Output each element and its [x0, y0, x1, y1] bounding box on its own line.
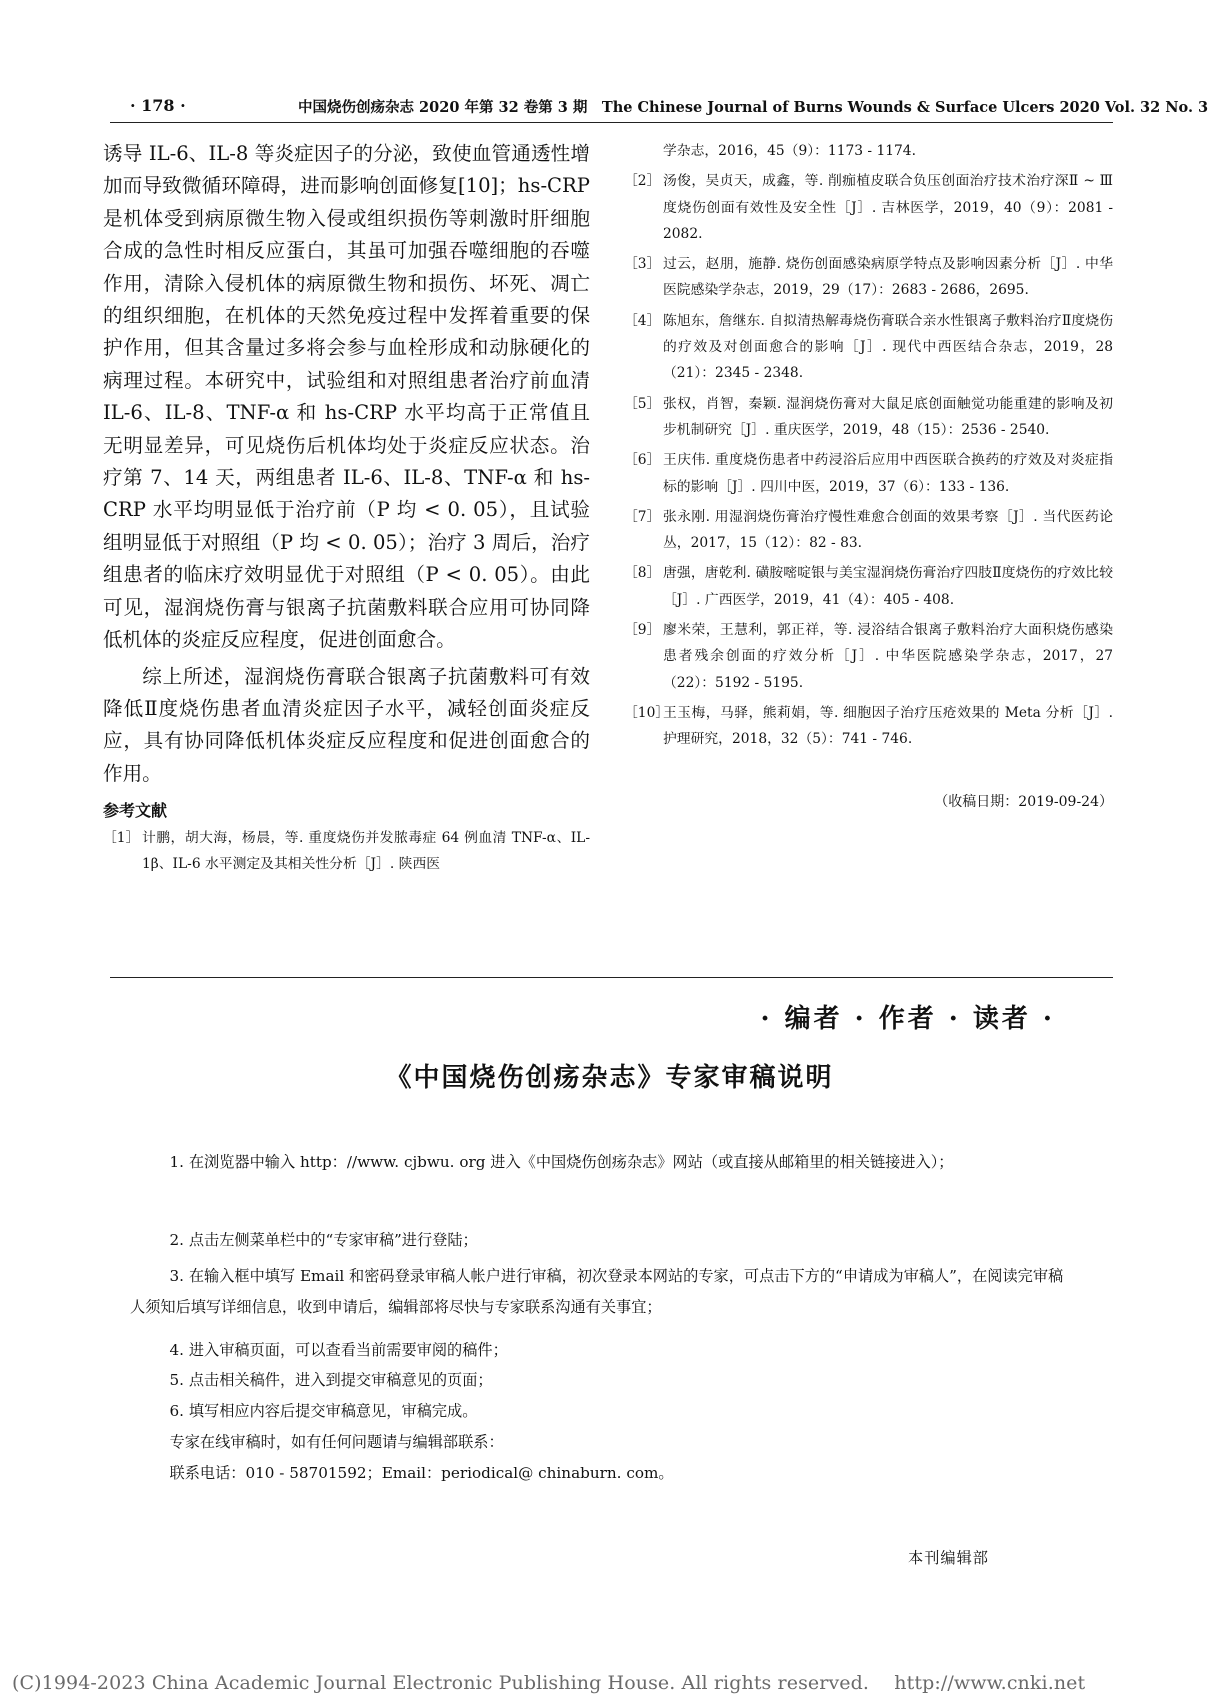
reference-text: 汤俊，吴贞天，成鑫，等. 削痂植皮联合负压创面治疗技术治疗深Ⅱ ~ Ⅲ度烧伤创面有效性及安全性［J］. 吉林医学，2019，40（9）：2081 - 2082. [663, 173, 1113, 242]
editorial-signature: 本刊编辑部 [908, 1549, 989, 1567]
reference-item-5 [624, 391, 1113, 444]
received-date: （收稿日期：2019-09-24） [934, 793, 1113, 810]
section-separator [110, 977, 1113, 978]
running-header: 中国烧伤创疡杂志 2020 年第 32 卷第 3 期 The Chinese Journal of Burns Wounds & Surface Ulcers 2020 Vol. 32 No. 3 [298, 99, 1209, 116]
reference-text: 陈旭东，詹继东. 自拟清热解毒烧伤膏联合亲水性银离子敷料治疗Ⅱ度烧伤的疗效及对创面愈合的影响［J］. 现代中西医结合杂志，2019，28（21）：2345 - 2348. [663, 312, 1113, 382]
header-rule [110, 122, 1113, 123]
page-number: · 178 · [130, 96, 186, 115]
notice-step-1 [130, 1147, 1070, 1178]
reference-text: 张权，肖智，秦颖. 湿润烧伤膏对大鼠足底创面触觉功能重建的影响及初步机制研究［J］. 重庆医学，2019，48（15）：2536 - 2540. [663, 395, 1113, 438]
reference-text: 过云，赵朋，施静. 烧伤创面感染病原学特点及影响因素分析［J］. 中华医院感染学杂志，2019，29（17）：2683 - 2686，2695. [663, 256, 1113, 299]
reference-text: 计鹏，胡大海，杨晨，等. 重度烧伤并发脓毒症 64 例血清 TNF-α、IL-1β、IL-6 水平测定及其相关性分析［J］. 陕西医 [142, 830, 590, 873]
notice-step-text: 5. 点击相关稿件，进入到提交审稿意见的页面； [169, 1371, 493, 1389]
notice-step-3 [130, 1261, 1070, 1323]
reference-number: ［3］ [624, 256, 661, 273]
reference-text: 王玉梅，马驿，熊莉娟，等. 细胞因子治疗压疮效果的 Meta 分析［J］. 护理研究，2018，32（5）：741 - 746. [663, 704, 1113, 748]
discussion-paragraph: 诱导 IL-6、IL-8 等炎症因子的分泌，致使血管通透性增加而导致微循环障碍，进而影响创面修复[10]；hs-CRP 是机体受到病原微生物入侵或组织损伤等刺激时肝细胞合成的急性时相反应蛋白，其虽可加强吞噬细胞的吞噬作用，清除入侵机体的病原微生物和损伤、坏死、凋亡的组织细胞，在机体的天然免疫过程中发挥着重要的保护作用，但其含量过多将会参与血栓形成和动脉硬化的病理过程。本研究中，试验组和对照组患者治疗前血清 IL-6、IL-8、TNF-α 和 hs-CRP 水平均高于正常值且无明显差异，可见烧伤后机体均处于炎症反应状态。治疗第 7、14 天，两组患者 IL-6、IL-8、TNF-α 和 hs-CRP 水平均明显低于治疗前（P 均 < 0. 05），且试验组明显低于对照组（P 均 < 0. 05）；治疗 3 周后，治疗组患者的临床疗效明显优于对照组（P < 0. 05）。由此可见，湿润烧伤膏与银离子抗菌敷料联合应用可协同降低机体的炎症反应程度，促进创面愈合。 [103, 142, 590, 652]
reference-text: 王庆伟. 重度烧伤患者中药浸浴后应用中西医联合换药的疗效及对炎症指标的影响［J］. 四川中医，2019，37（6）：133 - 136. [663, 452, 1113, 495]
reference-text: 廖米荣，王慧利，郭正祥，等. 浸浴结合银离子敷料治疗大面积烧伤感染患者残余创面的疗效分析［J］. 中华医院感染学杂志，2017，27（22）：5192 - 5195. [663, 622, 1113, 691]
conclusion-paragraph: 综上所述，湿润烧伤膏联合银离子抗菌敷料可有效降低Ⅱ度烧伤患者血清炎症因子水平，减轻创面炎症反应，具有协同降低机体炎症反应程度和促进创面愈合的作用。 [103, 664, 590, 785]
reference-item-2 [624, 168, 1113, 247]
notice-step-text: 1. 在浏览器中输入 http：//www. cjbwu. org 进入《中国烧伤创疡杂志》网站（或直接从邮箱里的相关链接进入）； [169, 1153, 954, 1171]
reference-number: ［5］ [624, 395, 661, 412]
reference-text: 唐强，唐乾利. 磺胺嘧啶银与美宝湿润烧伤膏治疗四肢Ⅱ度烧伤的疗效比较［J］. 广西医学，2019，41（4）：405 - 408. [663, 565, 1113, 608]
reference-item-10 [624, 700, 1113, 753]
reference-number: ［8］ [624, 565, 661, 582]
reference-item-1 [103, 825, 590, 878]
notice-text: 联系电话：010 - 58701592；Email：periodical@ chinaburn. com。 [169, 1464, 674, 1482]
notice-step-text: 3. 在输入框中填写 Email 和密码登录审稿人帐户进行审稿，初次登录本网站的专家，可点击下方的“申请成为审稿人”，在阅读完审稿人须知后填写详细信息，收到申请后，编辑部将尽快与专家联系沟通有关事宜； [130, 1267, 1064, 1316]
reference-item-4 [624, 308, 1113, 387]
notice-step-text: 2. 点击左侧菜单栏中的“专家审稿”进行登陆； [169, 1231, 478, 1249]
notice-step-6 [130, 1401, 1070, 1421]
notice-step-2 [130, 1230, 1070, 1250]
notice-contact-intro [130, 1432, 1070, 1452]
reference-number: ［2］ [624, 173, 661, 190]
notice-step-5 [130, 1370, 1070, 1390]
references-heading: 参考文献 [103, 801, 168, 821]
section-tag: · 编者 · 作者 · 读者 · [760, 1004, 1055, 1034]
notice-text: 专家在线审稿时，如有任何问题请与编辑部联系： [169, 1433, 504, 1451]
notice-title: 《中国烧伤创疡杂志》专家审稿说明 [385, 1063, 834, 1093]
reference-number: ［9］ [624, 622, 661, 639]
reference-item-1-continued [624, 138, 1113, 164]
reference-text: 学杂志，2016，45（9）：1173 - 1174. [663, 143, 916, 159]
notice-step-text: 4. 进入审稿页面，可以查看当前需要审阅的稿件； [169, 1341, 508, 1359]
reference-item-9 [624, 617, 1113, 696]
right-column [624, 138, 1113, 811]
reference-number: ［7］ [624, 508, 661, 525]
reference-text: 张永刚. 用湿润烧伤膏治疗慢性难愈合创面的效果考察［J］. 当代医药论丛，2017，15（12）：82 - 83. [663, 508, 1113, 552]
reference-item-8 [624, 560, 1113, 613]
reference-number: ［1］ [103, 830, 140, 847]
notice-step-4 [130, 1340, 1070, 1360]
reference-item-6 [624, 447, 1113, 500]
reference-number: ［10］ [624, 704, 670, 721]
notice-contact [130, 1463, 1070, 1483]
notice-step-text: 6. 填写相应内容后提交审稿意见，审稿完成。 [169, 1402, 478, 1420]
reference-item-3 [624, 251, 1113, 304]
reference-number: ［6］ [624, 452, 661, 469]
copyright-watermark: (C)1994-2023 China Academic Journal Electronic Publishing House. All rights reserved. http://www.cnki.net [12, 1672, 1086, 1694]
reference-item-7 [624, 504, 1113, 557]
reference-number: ［4］ [624, 312, 661, 329]
left-column [103, 138, 590, 882]
